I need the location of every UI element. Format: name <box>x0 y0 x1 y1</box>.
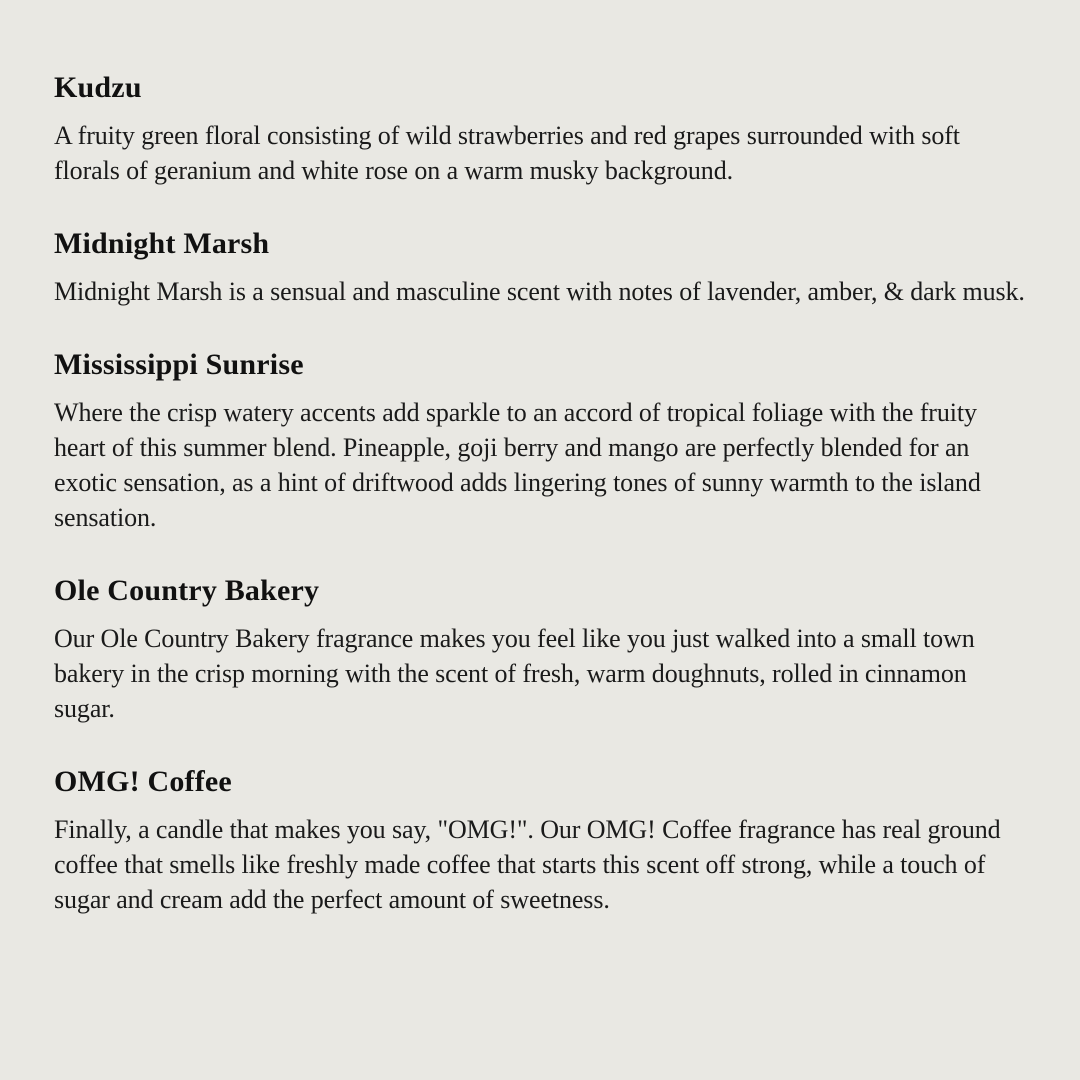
fragrance-description: Finally, a candle that makes you say, "OMG!". Our OMG! Coffee fragrance has real ground coffee that smells like freshly made coffee that starts this scent off strong, while a touch of sugar and cream add the perfect amount of sweetness. <box>54 815 1001 914</box>
fragrance-description: Where the crisp watery accents add sparkle to an accord of tropical foliage with the fruity heart of this summer blend. Pineapple, goji berry and mango are perfectly blended for an exotic sensation, as a hint of driftwood adds lingering tones of sunny warmth to the island sensation. <box>54 398 981 532</box>
fragrance-title: Midnight Marsh <box>54 227 270 260</box>
fragrance-section-midnight-marsh <box>54 226 1026 309</box>
fragrance-description: Midnight Marsh is a sensual and masculine scent with notes of lavender, amber, & dark musk. <box>54 277 1025 306</box>
fragrance-section-kudzu <box>54 70 1026 188</box>
fragrance-title: Mississippi Sunrise <box>54 348 304 381</box>
fragrance-section-omg-coffee <box>54 764 1026 917</box>
fragrance-description: Our Ole Country Bakery fragrance makes you feel like you just walked into a small town bakery in the crisp morning with the scent of fresh, warm doughnuts, rolled in cinnamon sugar. <box>54 624 975 723</box>
fragrance-section-mississippi-sunrise <box>54 347 1026 535</box>
fragrance-description: A fruity green floral consisting of wild strawberries and red grapes surrounded with soft florals of geranium and white rose on a warm musky background. <box>54 121 960 185</box>
fragrance-section-ole-country-bakery <box>54 573 1026 726</box>
fragrance-title: Ole Country Bakery <box>54 574 320 607</box>
fragrance-title: OMG! Coffee <box>54 765 232 798</box>
fragrance-title: Kudzu <box>54 71 142 104</box>
